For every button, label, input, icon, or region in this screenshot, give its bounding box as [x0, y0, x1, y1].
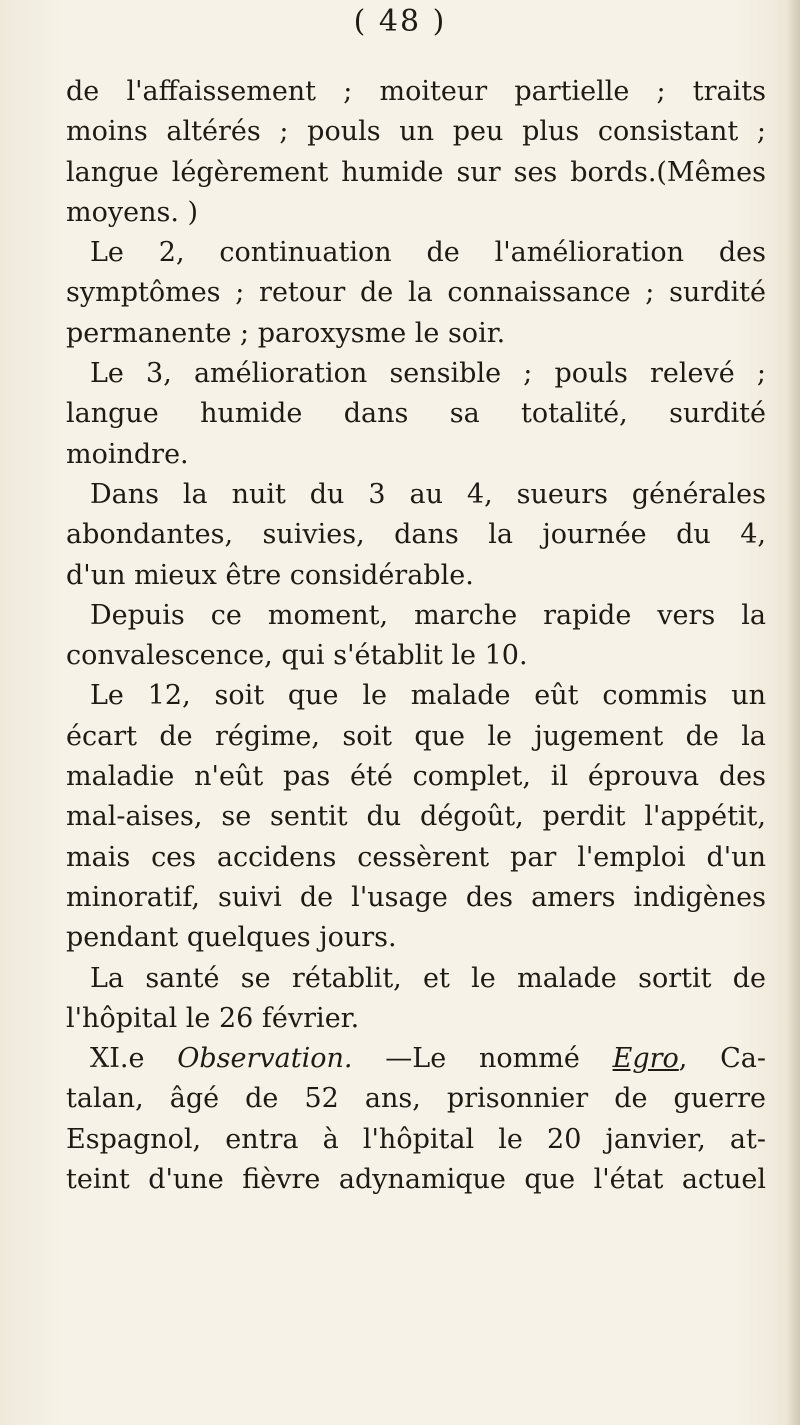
- text-line: minoratif, suivi de l'usage des amers indigènes: [66, 881, 766, 913]
- page-number: ( 48 ): [353, 4, 447, 39]
- text-line: langue humide dans sa totalité, surdité: [66, 398, 766, 430]
- text-line: moyens. ): [66, 196, 199, 228]
- text-line: l'hôpital le 26 février.: [66, 1002, 360, 1034]
- text-line: moindre.: [66, 438, 189, 470]
- text-line: pendant quelques jours.: [66, 922, 397, 954]
- text-line: permanente ; paroxysme le soir.: [66, 317, 506, 349]
- text-line: Dans la nuit du 3 au 4, sueurs générales: [90, 478, 766, 510]
- text-line: symptômes ; retour de la connaissance ; surdité: [66, 277, 766, 309]
- text-line: mal-aises, se sentit du dégoût, perdit l'appétit,: [66, 801, 766, 833]
- text-line: Espagnol, entra à l'hôpital le 20 janvier, at-: [66, 1123, 766, 1155]
- text-line: La santé se rétablit, et le malade sortit de: [90, 962, 766, 994]
- text-line: mais ces accidens cessèrent par l'emploi d'un: [66, 841, 766, 873]
- observation-rest: , Ca-: [678, 1043, 767, 1075]
- text-line: Depuis ce moment, marche rapide vers la: [90, 599, 766, 631]
- text-line: de l'affaissement ; moiteur partielle ; traits: [66, 76, 766, 107]
- text-line: d'un mieux être considérable.: [66, 559, 474, 591]
- text-line: écart de régime, soit que le jugement de la: [66, 720, 766, 752]
- page-edge-shadow: [786, 0, 800, 1425]
- text-line: Le 2, continuation de l'amélioration des: [90, 237, 766, 269]
- body-text: [66, 72, 766, 1200]
- observation-title: Observation.: [177, 1043, 353, 1075]
- text-line: Le 12, soit que le malade eût commis un: [90, 680, 766, 712]
- patient-name: Egro: [612, 1043, 679, 1075]
- text-line: maladie n'eût pas été complet, il éprouva des: [66, 761, 766, 793]
- text-line: abondantes, suivies, dans la journée du 4,: [66, 519, 766, 551]
- observation-number: XI.e: [90, 1043, 145, 1075]
- text-line: langue légèrement humide sur ses bords.(Mêmes: [66, 156, 766, 188]
- text-line: teint d'une fièvre adynamique que l'état actuel: [66, 1164, 766, 1196]
- observation-heading: [66, 1039, 766, 1079]
- paragraph-after: [66, 1079, 766, 1200]
- paragraphs-before: [66, 72, 766, 1039]
- text-line: talan, âgé de 52 ans, prisonnier de guerre: [66, 1083, 766, 1115]
- text-line: Le 3, amélioration sensible ; pouls relevé ;: [90, 358, 766, 390]
- observation-intro: —Le nommé: [385, 1043, 580, 1075]
- text-line: moins altérés ; pouls un peu plus consistant ;: [66, 116, 766, 148]
- text-line: convalescence, qui s'établit le 10.: [66, 640, 528, 672]
